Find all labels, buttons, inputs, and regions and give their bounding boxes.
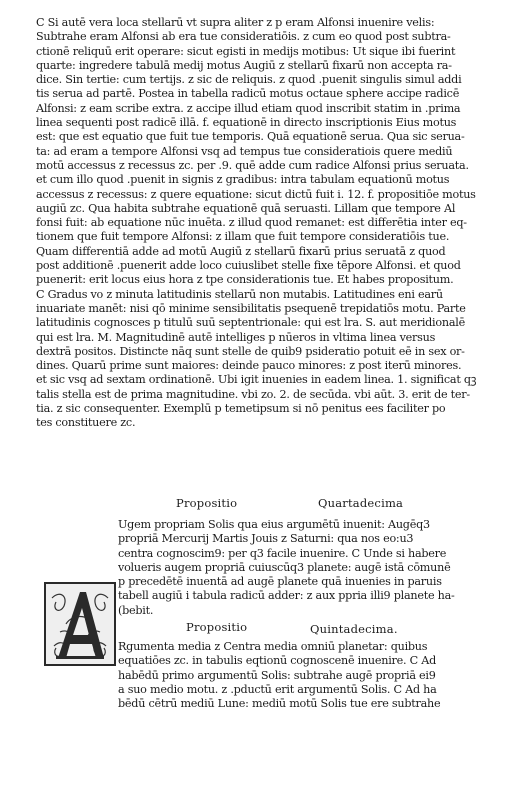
text-line: ctionē reliquū erit operare: sicut egisti in medijs motibus: Ut sique ibi fuerint — [36, 44, 456, 58]
text-line: tes constituere zc. — [36, 416, 136, 430]
text-line: fonsi fuit: ab equatione nūc inuēta. z illud quod remanet: est differētia inter eq- — [36, 216, 467, 230]
text-line: puenerit: erit locus eius hora z tpe considerationis tue. Et habes propositum. — [36, 273, 454, 287]
text-line: talis stella est de prima magnitudine. vbi zo. 2. de secūda. vbi aūt. 3. erit de ter- — [36, 387, 470, 401]
text-line: quarte: ingredere tabulā medij motus Augiū z stellarū fixarū non accepta ra- — [36, 58, 452, 72]
proposition-14-number: Quartadecima — [318, 496, 404, 510]
text-block-main — [36, 16, 516, 431]
proposition-15-number: Quintadecima. — [310, 622, 398, 636]
text-line: a suo medio motu. z .pductū erit argumentū Solis. C Ad ha — [118, 682, 437, 696]
text-line: equatiōes zc. in tabulis eqtionū cognoscenē inuenire. C Ad — [118, 654, 436, 668]
text-line: C Gradus vo z minuta latitudinis stellarū non mutabis. Latitudines eni earū — [36, 287, 443, 301]
text-line: ta: ad eram a tempore Alfonsi vsq ad tempus tue consideratiois quere mediū — [36, 144, 453, 158]
text-line: tabell augiū i tabula radicū adder: z aux ppria illi9 planete ha- — [118, 589, 455, 603]
initial-ornament-icon — [46, 584, 114, 664]
text-line: inuariate manēt: nisi qō minime sensibilitatis psequenē trepidatiōs motu. Parte — [36, 301, 466, 315]
text-line: Quam differentiā adde ad motū Augiū z stellarū fixarū prius seruatā z quod — [36, 244, 446, 258]
text-line: motū accessus z recessus zc. per .9. quē adde cum radice Alfonsi prius seruata. — [36, 158, 469, 172]
text-line: tionem que fuit tempore Alfonsi: z illam que fuit tempore consideratiōis tue. — [36, 230, 450, 244]
proposition-14-label: Propositio — [176, 496, 238, 510]
text-line: tis serua ad partē. Postea in tabella radicū motus octaue sphere accipe radicē — [36, 87, 460, 101]
text-line: volueris augem propriā cuiuscūq3 planete: augē istā cōmunē — [118, 560, 451, 574]
text-line: Subtrahe eram Alfonsi ab era tue consideratiōis. z cum eo quod post subtra- — [36, 30, 451, 44]
text-line: qui est lra. M. Magnitudinē autē intelliges p nūeros in vltima linea versus — [36, 330, 436, 344]
text-line: (bebit. — [118, 603, 154, 617]
text-line: et cum illo quod .puenit in signis z gradibus: intra tabulam equationū motus — [36, 173, 450, 187]
text-line: dines. Quarū prime sunt maiores: deinde pauco minores: z post iterū minores. — [36, 359, 462, 373]
proposition-15-label: Propositio — [186, 620, 248, 634]
text-line: propriā Mercurij Martis Jouis z Saturni: qua nos eo:u3 — [118, 532, 414, 546]
text-line: Alfonsi: z eam scribe extra. z accipe illud etiam quod inscribit statim in .prima — [36, 101, 461, 115]
text-line: dice. Sin tertie: cum tertijs. z sic de reliquis. z quod .puenit singulis simul addi — [36, 73, 462, 87]
text-line: augiū zc. Qua habita subtrahe equationē quā seruasti. Lillam que tempore Al — [36, 201, 456, 215]
text-block-proposition-14 — [118, 518, 522, 618]
text-line: latitudinis cognosces p titulū suū septentrionale: qui est lra. S. aut meridionalē — [36, 316, 465, 330]
text-line: Ugem propriam Solis qua eius argumētū inuenit: Augēq3 — [118, 518, 430, 531]
text-line: C Si autē vera loca stellarū vt supra aliter z p eram Alfonsi inuenire velis: — [36, 16, 435, 29]
text-line: linea sequenti post radicē illā. f. equationē in directo inscriptionis Eius motus — [36, 116, 457, 130]
text-line: post additionē .puenerit adde loco cuiuslibet stelle fixe tēpore Alfonsi. et quod — [36, 259, 461, 273]
text-line: p precedētē inuentā ad augē planete quā inuenies in paruis — [118, 575, 442, 589]
text-block-proposition-15 — [118, 640, 524, 711]
text-line: accessus z recessus: z quere equatione: sicut dictū fuit i. 12. f. propositiōe motus — [36, 187, 476, 201]
text-line: et sic vsq ad sextam ordinationē. Ubi igit inuenies in eadem linea. 1. significat qꝫ — [36, 373, 477, 387]
text-line: centra cognoscim9: per q3 facile inuenire. C Unde si habere — [118, 546, 447, 560]
decorated-initial-letter — [44, 582, 116, 666]
text-line: est: que est equatio que fuit tue temporis. Quā equationē serua. Qua sic serua- — [36, 130, 465, 144]
text-line: habēdū primo argumentū Solis: subtrahe augē propriā ei9 — [118, 668, 436, 682]
text-line: tia. z sic consequenter. Exemplū p temetipsum si nō penitus ees faciliter po — [36, 402, 446, 416]
text-line: dextrā positos. Distincte nāq sunt stelle de quib9 psideratio potuit eē in sex or- — [36, 344, 465, 358]
text-line: Rgumenta media z Centra media omniū planetar: quibus — [118, 640, 428, 653]
text-line: bēdū cētrū mediū Lune: mediū motū Solis tue ere subtrahe — [118, 697, 441, 711]
